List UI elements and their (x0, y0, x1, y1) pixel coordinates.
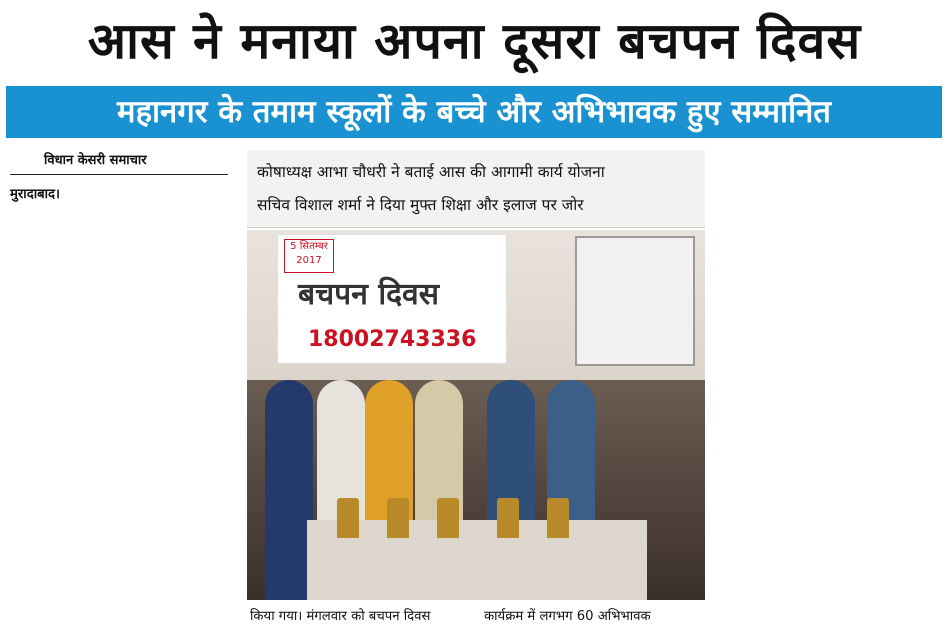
article-paragraph-1 (10, 185, 228, 205)
banner-phone: 18002743336 (308, 327, 477, 352)
center-block (247, 150, 705, 600)
event-photo (247, 230, 705, 600)
continued-text-right: कार्यक्रम में लगभग 60 अभिभावक (484, 609, 651, 624)
trophy-icon (387, 498, 409, 538)
banner-title: बचपन दिवस (298, 277, 439, 312)
person-figure (265, 380, 313, 600)
trophy-icon (547, 498, 569, 538)
right-column (720, 150, 938, 636)
window (575, 236, 695, 366)
left-column (10, 150, 228, 636)
callout-line-1: कोषाध्यक्ष आभा चौधरी ने बताई आस की आगामी कार्य योजना (257, 163, 605, 181)
subheadline-banner: महानगर के तमाम स्कूलों के बच्चे और अभिभावक हुए सम्मानित (6, 86, 942, 138)
callout-line-2: सचिव विशाल शर्मा ने दिया मुफ्त शिक्षा और इलाज पर जोर (257, 196, 584, 214)
headline: आस ने मनाया अपना दूसरा बचपन दिवस (87, 12, 862, 70)
banner-date: 5 सितम्बर 2017 (284, 239, 334, 273)
continued-text-left: किया गया। मंगलवार को बचपन दिवस (250, 609, 431, 624)
byline: विधान केसरी समाचार (10, 150, 228, 175)
dateline: मुरादाबाद। (10, 187, 61, 202)
trophy-icon (437, 498, 459, 538)
callout-box (247, 150, 705, 228)
trophy-icon (497, 498, 519, 538)
event-banner (277, 234, 507, 364)
trophy-icon (337, 498, 359, 538)
